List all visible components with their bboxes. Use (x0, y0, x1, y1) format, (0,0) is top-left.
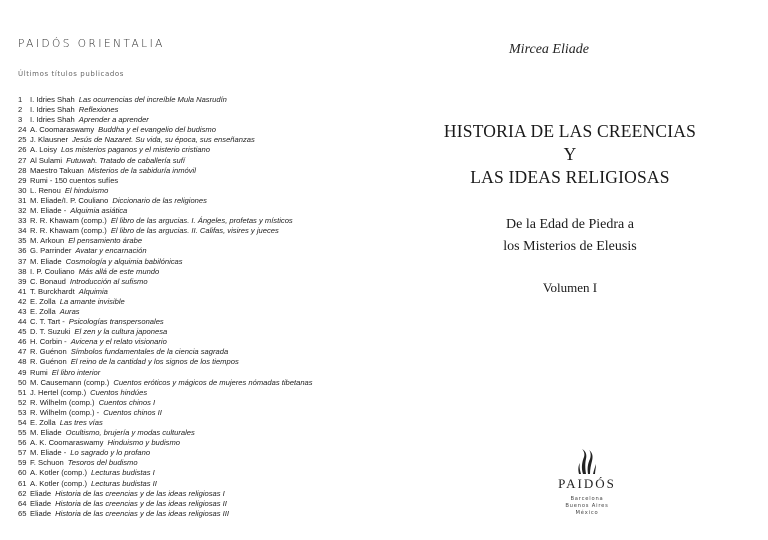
book-title-entry: El hinduismo (64, 185, 109, 195)
book-author: R. R. Khawam (comp.) (30, 226, 107, 236)
book-author: L. Renou (30, 185, 61, 195)
book-number: 56 (18, 438, 27, 448)
book-list-item (18, 186, 313, 196)
book-title-entry: Futuwah. Tratado de caballería sufí (66, 155, 185, 165)
book-title-entry: Los misterios paganos y el misterio cristiano (61, 145, 210, 155)
book-list-item (18, 347, 313, 357)
book-number: 61 (18, 478, 27, 488)
book-title-entry: Jesús de Nazaret. Su vida, su época, sus enseñanzas (72, 135, 255, 145)
book-list-item (18, 297, 313, 307)
book-list-item (18, 499, 313, 509)
book-title-entry: Avicena y el relato visionario (70, 337, 167, 347)
book-author: J. Klausner (30, 135, 68, 145)
book-title-entry: Historia de las creencias y de las ideas religiosas III (55, 508, 230, 518)
book-author: M. Eliade/I. P. Couliano (30, 195, 109, 205)
book-number: 2 (18, 105, 23, 115)
book-author: A. Kotler (comp.) (30, 478, 87, 488)
book-list-item (18, 509, 313, 519)
book-list-item (18, 368, 313, 378)
book-title-entry: Historia de las creencias y de las ideas religiosas II (55, 498, 227, 508)
book-title-entry: La amante invisible (59, 296, 125, 306)
book-title-entry: Alquimia asiática (70, 206, 128, 216)
book-title-entry: Misterios de la sabiduría inmóvil (87, 165, 196, 175)
book-title-entry: Más allá de este mundo (78, 266, 160, 276)
book-author: R. Wilhelm (comp.) - (30, 407, 100, 417)
book-list-item (18, 489, 313, 499)
collection-title: PAIDÓS ORIENTALIA (18, 38, 165, 50)
book-number: 45 (18, 327, 27, 337)
book-title-entry: Reflexiones (78, 105, 119, 115)
book-number: 35 (18, 236, 27, 246)
book-number: 54 (18, 418, 27, 427)
book-list-item (18, 236, 313, 246)
book-number: 51 (18, 387, 27, 397)
book-title-entry: El libro interior (51, 367, 101, 377)
book-title-entry: Ocultismo, brujería y modas culturales (65, 428, 195, 438)
book-title-entry: Psicologías transpersonales (68, 317, 164, 327)
book-author: A. K. Coomaraswamy (30, 438, 104, 448)
book-author: C. T. Tart - (30, 317, 65, 327)
book-number: 44 (18, 317, 27, 327)
book-number: 41 (18, 286, 27, 296)
book-number: 64 (18, 498, 27, 508)
book-number: 43 (18, 306, 27, 316)
book-list-item (18, 115, 313, 125)
book-list-item (18, 468, 313, 478)
book-author: Al Sulami (30, 155, 63, 165)
book-title-entry: Cuentos chinos II (103, 407, 162, 417)
book-author: D. T. Suzuki (30, 327, 71, 337)
book-author: Maestro Takuan (30, 165, 84, 175)
book-author: E. Zolla (30, 418, 56, 427)
book-number: 50 (18, 377, 27, 387)
book-author: I. Idries Shah (30, 105, 75, 115)
book-title-entry: Lecturas budistas I (90, 468, 155, 478)
book-list-item (18, 257, 313, 267)
title-line-2: Y (563, 144, 577, 164)
book-title-entry: Alquimia (78, 286, 108, 296)
book-author: A. Coomaraswamy (30, 125, 95, 135)
publisher-city-2: Buenos Aires (565, 503, 609, 509)
book-list-item (18, 176, 313, 186)
book-title-entry: El reino de la cantidad y los signos de los tiempos (70, 357, 239, 367)
book-number: 25 (18, 135, 27, 145)
book-list-item (18, 418, 313, 428)
book-title-entry: Hinduismo y budismo (107, 438, 181, 448)
book-list-item (18, 398, 313, 408)
book-title-entry: Avatar y encarnación (75, 246, 147, 256)
book-number: 32 (18, 206, 27, 216)
book-title-entry: Lo sagrado y lo profano (70, 448, 151, 458)
book-number: 36 (18, 246, 27, 256)
book-list-item (18, 246, 313, 256)
book-author: M. Eliade - (30, 448, 67, 458)
book-number: 34 (18, 226, 27, 236)
book-list-item (18, 287, 313, 297)
book-number: 59 (18, 458, 27, 468)
book-list-item (18, 337, 313, 347)
book-number: 38 (18, 266, 27, 276)
book-title-entry: Lecturas budistas II (90, 478, 157, 488)
book-list-item (18, 125, 313, 135)
book-list-item (18, 156, 313, 166)
book-number: 52 (18, 397, 27, 407)
book-subtitle (420, 214, 720, 258)
paidos-flame-logo-icon (574, 446, 600, 476)
book-number: 57 (18, 448, 27, 458)
book-author: M. Arkoun (30, 236, 65, 246)
book-list-item (18, 388, 313, 398)
book-author: H. Corbin - (30, 337, 67, 347)
book-author: T. Burckhardt (30, 286, 75, 296)
book-author: J. Hertel (comp.) (30, 387, 87, 397)
book-list-item (18, 267, 313, 277)
book-number: 42 (18, 296, 27, 306)
title-line-1: HISTORIA DE LAS CREENCIAS (443, 121, 697, 141)
book-number: 62 (18, 488, 27, 498)
book-number: 26 (18, 145, 27, 155)
book-list-item (18, 95, 313, 105)
book-author: Rumi - 150 cuentos sufíes (30, 175, 119, 185)
book-number: 1 (18, 95, 23, 104)
subtitle-line-1: De la Edad de Piedra a (506, 217, 634, 232)
book-list-item (18, 428, 313, 438)
book-author: I. Idries Shah (30, 115, 75, 125)
book-author: E. Zolla (30, 296, 56, 306)
book-number: 46 (18, 337, 27, 347)
book-list-item (18, 438, 313, 448)
book-author: C. Bonaud (30, 276, 66, 286)
book-author: R. Guénon (30, 347, 67, 357)
book-author: A. Loisy (30, 145, 58, 155)
book-list-item (18, 166, 313, 176)
list-heading: Últimos títulos publicados (18, 70, 125, 78)
subtitle-line-2: los Misterios de Eleusis (503, 239, 637, 254)
book-title-entry: El libro de las argucias. II. Califas, visires y jueces (110, 226, 279, 236)
book-list-item (18, 135, 313, 145)
book-title-entry: Cuentos eróticos y mágicos de mujeres nómadas tibetanas (113, 377, 313, 387)
book-title-entry: Las tres vías (59, 418, 103, 427)
book-author: A. Kotler (comp.) (30, 468, 87, 478)
book-title-entry: Cosmología y alquimia babilónicas (65, 256, 183, 266)
book-list-item (18, 448, 313, 458)
book-author: R. Wilhelm (comp.) (30, 397, 95, 407)
book-author: Eliade (30, 498, 52, 508)
book-title-entry: Cuentos hindúes (90, 387, 148, 397)
title-line-3: LAS IDEAS RELIGIOSAS (470, 167, 670, 187)
book-list-item (18, 145, 313, 155)
book-author: Rumi (30, 367, 48, 377)
book-title-entry: El libro de las argucias. I. Ángeles, profetas y místicos (110, 216, 293, 226)
book-title-entry: Cuentos chinos I (98, 397, 156, 407)
book-number: 27 (18, 155, 27, 165)
book-list-item (18, 226, 313, 236)
book-author: F. Schuon (30, 458, 64, 468)
book-author: R. Guénon (30, 357, 67, 367)
publisher-name: PAIDÓS (558, 476, 616, 491)
book-number: 53 (18, 407, 27, 417)
book-author: E. Zolla (30, 306, 56, 316)
book-number: 60 (18, 468, 27, 478)
book-list (18, 95, 313, 519)
book-title-entry: Auras (59, 306, 80, 316)
publisher-city-3: México (575, 510, 599, 516)
book-title-entry: El zen y la cultura japonesa (74, 327, 168, 337)
book-author: G. Parrinder (30, 246, 72, 256)
book-list-item (18, 307, 313, 317)
book-list-item (18, 216, 313, 226)
book-title (420, 120, 720, 189)
book-title-entry: Símbolos fundamentales de la ciencia sagrada (70, 347, 229, 357)
book-author: I. P. Couliano (30, 266, 75, 276)
book-list-item (18, 277, 313, 287)
book-number: 47 (18, 347, 27, 357)
book-title-entry: Tesoros del budismo (67, 458, 138, 468)
book-number: 49 (18, 367, 27, 377)
book-list-item (18, 327, 313, 337)
book-list-item (18, 479, 313, 489)
book-number: 31 (18, 195, 27, 205)
book-list-item (18, 317, 313, 327)
book-author: M. Eliade (30, 428, 62, 438)
book-author: M. Eliade - (30, 206, 67, 216)
book-number: 65 (18, 508, 27, 518)
book-author: M. Eliade (30, 256, 62, 266)
book-list-item (18, 458, 313, 468)
volume-label: Volumen I (542, 280, 598, 295)
book-list-item (18, 206, 313, 216)
book-author: Eliade (30, 488, 52, 498)
right-page (384, 0, 768, 540)
book-title-entry: Buddha y el evangelio del budismo (98, 125, 216, 135)
book-number: 37 (18, 256, 27, 266)
book-title-entry: Introducción al sufismo (69, 276, 148, 286)
book-title-entry: Aprender a aprender (78, 115, 149, 125)
book-author: M. Causemann (comp.) (30, 377, 110, 387)
book-title-entry: Las ocurrencias del increíble Mula Nasrudín (78, 95, 227, 104)
book-number: 48 (18, 357, 27, 367)
book-list-item (18, 408, 313, 418)
author-name: Mircea Eliade (509, 42, 589, 57)
publisher-city-1: Barcelona (570, 496, 604, 502)
book-list-item (18, 196, 313, 206)
book-author: I. Idries Shah (30, 95, 75, 104)
book-number: 24 (18, 125, 27, 135)
book-author: R. R. Khawam (comp.) (30, 216, 107, 226)
book-author: Eliade (30, 508, 52, 518)
book-number: 39 (18, 276, 27, 286)
book-number: 3 (18, 115, 23, 125)
book-title-entry: Diccionario de las religiones (112, 195, 207, 205)
book-list-item (18, 105, 313, 115)
book-list-item (18, 378, 313, 388)
book-number: 29 (18, 175, 27, 185)
book-title-entry: Historia de las creencias y de las ideas religiosas I (55, 488, 225, 498)
book-title-entry: El pensamiento árabe (68, 236, 143, 246)
book-number: 28 (18, 165, 27, 175)
book-number: 55 (18, 428, 27, 438)
book-number: 30 (18, 185, 27, 195)
book-number: 33 (18, 216, 27, 226)
book-list-item (18, 357, 313, 367)
